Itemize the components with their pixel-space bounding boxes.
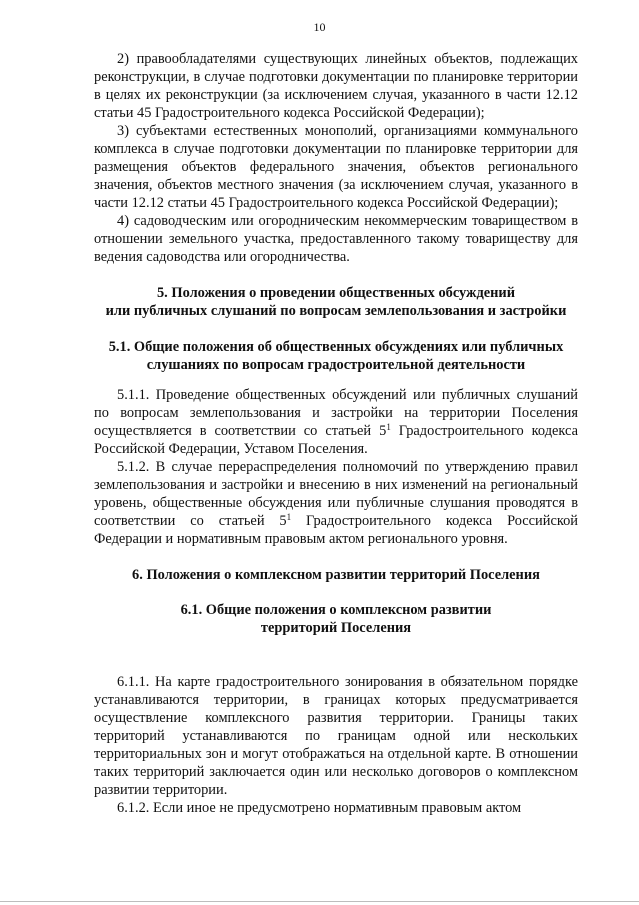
paragraph-5-1-1-text: 5.1.1. Проведение общественных обсуждений или публичных слушаний по вопросам землепользования и застройки на территории Поселения осуществляется в соответствии со статьей 5 bbox=[94, 387, 578, 439]
section-6-1-heading bbox=[94, 601, 578, 637]
paragraph-5-1-2-superscript: 1 bbox=[286, 512, 292, 522]
paragraph-item-2: 2) правообладателями существующих линейных объектов, подлежащих реконструкции, в случае подготовки документации по планировке территории в целях их реконструкции (за исключением случая, указанного в части 12.12 статьи 45 Градостроительного кодекса Российской Федерации); bbox=[94, 51, 578, 121]
paragraph-5-1-1 bbox=[94, 386, 578, 458]
paragraph-5-1-1-text-end: Градостроительного кодекса Российской Федерации, Уставом Поселения. bbox=[94, 423, 578, 457]
page-content bbox=[94, 50, 578, 817]
paragraph-5-1-2-text-end: Градостроительного кодекса Российской Федерации и нормативным правовым актом регионального уровня. bbox=[94, 513, 578, 547]
page-bottom-edge bbox=[0, 901, 639, 902]
section-6-1-heading-line-1: 6.1. Общие положения о комплексном развитии bbox=[180, 602, 492, 618]
section-5-heading-line-2: или публичных слушаний по вопросам землепользования и застройки bbox=[105, 303, 567, 319]
paragraph-item-3: 3) субъектами естественных монополий, организациями коммунального комплекса в случае подготовки документации по планировке территории для размещения объектов федерального значения, объектов регионального значения, объектов местного значения (за исключением случая, указанного в части 12.12 статьи 45 Градостроительного кодекса Российской Федерации); bbox=[94, 123, 578, 211]
section-5-1-heading-line-1: 5.1. Общие положения об общественных обсуждениях или публичных bbox=[108, 339, 564, 355]
section-6-heading: 6. Положения о комплексном развитии территорий Поселения bbox=[132, 567, 540, 583]
section-5-heading bbox=[94, 284, 578, 320]
paragraph-5-1-2 bbox=[94, 458, 578, 548]
section-6-1-heading-line-2: территорий Поселения bbox=[260, 620, 412, 636]
section-5-1-heading bbox=[94, 338, 578, 374]
paragraph-5-1-1-superscript: 1 bbox=[386, 422, 391, 432]
section-5-heading-line-1: 5. Положения о проведении общественных обсуждений bbox=[156, 285, 516, 301]
page-number: 10 bbox=[313, 20, 326, 34]
section-5-1-heading-line-2: слушаниях по вопросам градостроительной деятельности bbox=[146, 357, 526, 373]
paragraph-item-4: 4) садоводческим или огородническим некоммерческим товариществом в отношении земельного участка, предоставленного такому товариществу для ведения садоводства или огородничества. bbox=[94, 213, 578, 265]
paragraph-6-1-2: 6.1.2. Если иное не предусмотрено нормативным правовым актом bbox=[117, 800, 522, 816]
paragraph-6-1-1: 6.1.1. На карте градостроительного зонирования в обязательном порядке устанавливаются территории, в границах которых предусматривается осуществление комплексного развития территории. Границы таких территорий устанавливаются по границам одной или нескольких территориальных зон и могут отображаться на отдельной карте. В отношении таких территорий заключается один или несколько договоров о комплексном развитии территории. bbox=[94, 674, 578, 798]
paragraph-5-1-2-text: 5.1.2. В случае перераспределения полномочий по утверждению правил землепользования и застройки и внесению в них изменений на региональный уровень, общественные обсуждения или публичные слушания проводятся в соответствии со статьей 5 bbox=[94, 459, 578, 529]
